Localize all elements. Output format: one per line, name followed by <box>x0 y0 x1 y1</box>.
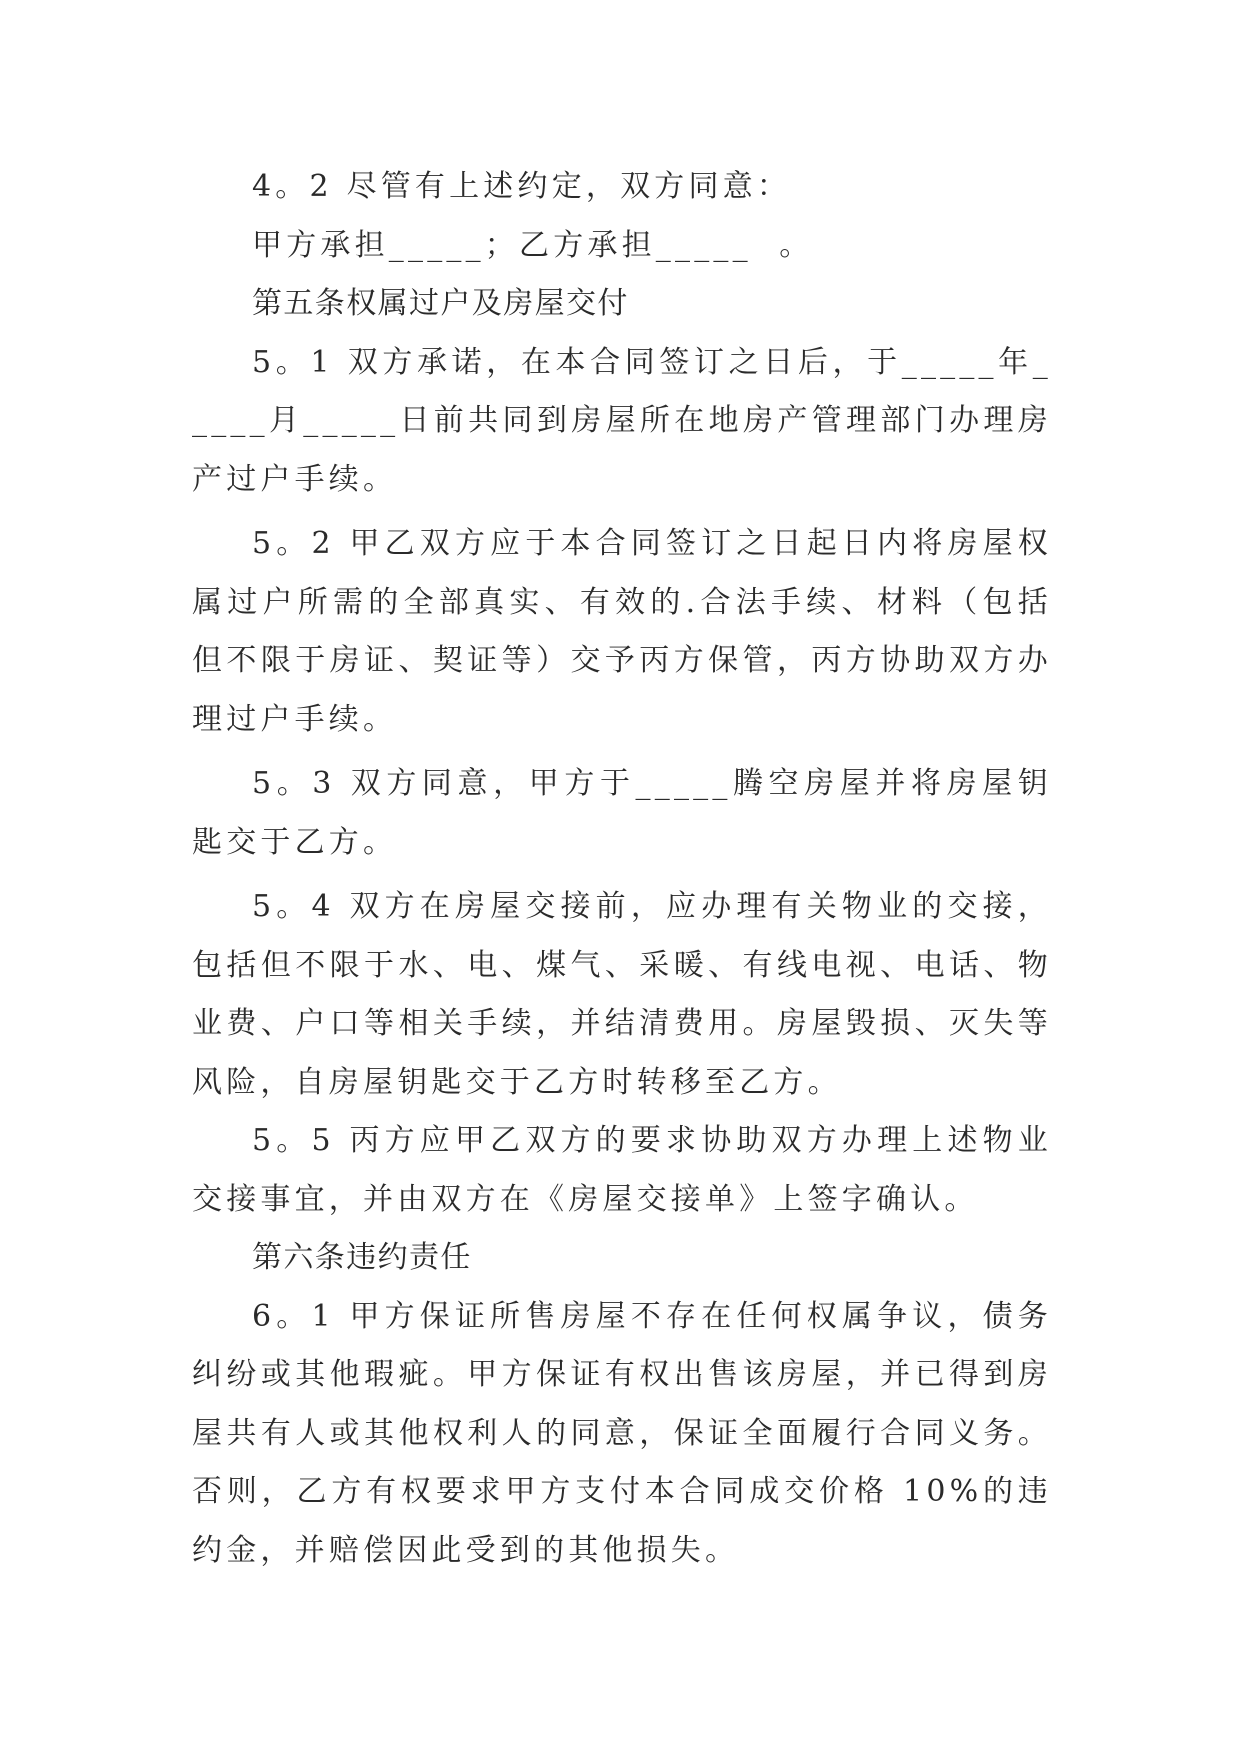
document-body <box>192 158 1052 1580</box>
clause-5-3: 5。3 双方同意，甲方于_____腾空房屋并将房屋钥匙交于乙方。 <box>192 766 1052 860</box>
article-5-heading: 第五条权属过户及房屋交付 <box>252 286 629 321</box>
clause-5-4: 5。4 双方在房屋交接前，应办理有关物业的交接，包括但不限于水、电、煤气、采暖、有线电视、电话、物业费、户口等相关手续，并结清费用。房屋毁损、灭失等风险，自房屋钥匙交于乙方时转移至乙方。 <box>192 889 1052 1100</box>
clause-4-2: 4。2 尽管有上述约定，双方同意： <box>252 169 792 204</box>
clause-6-1: 6。1 甲方保证所售房屋不存在任何权属争议，债务纠纷或其他瑕疵。甲方保证有权出售该房屋，并已得到房屋共有人或其他权利人的同意，保证全面履行合同义务。否则，乙方有权要求甲方支付本合同成交价格 10%的违约金，并赔偿因此受到的其他损失。 <box>192 1298 1052 1568</box>
clause-5-1: 5。1 双方承诺，在本合同签订之日后，于_____年_____月_____日前共同到房屋所在地房产管理部门办理房产过户手续。 <box>192 344 1052 497</box>
clause-5-5: 5。5 丙方应甲乙双方的要求协助双方办理上述物业交接事宜，并由双方在《房屋交接单》上签字确认。 <box>192 1123 1052 1217</box>
article-6-heading: 第六条违约责任 <box>252 1240 472 1275</box>
clause-5-2: 5。2 甲乙双方应于本合同签订之日起日内将房屋权属过户所需的全部真实、有效的.合法手续、材料（包括但不限于房证、契证等）交予丙方保管，丙方协助双方办理过户手续。 <box>192 526 1052 737</box>
clause-4-2-terms: 甲方承担_____；乙方承担_____ 。 <box>252 227 814 263</box>
